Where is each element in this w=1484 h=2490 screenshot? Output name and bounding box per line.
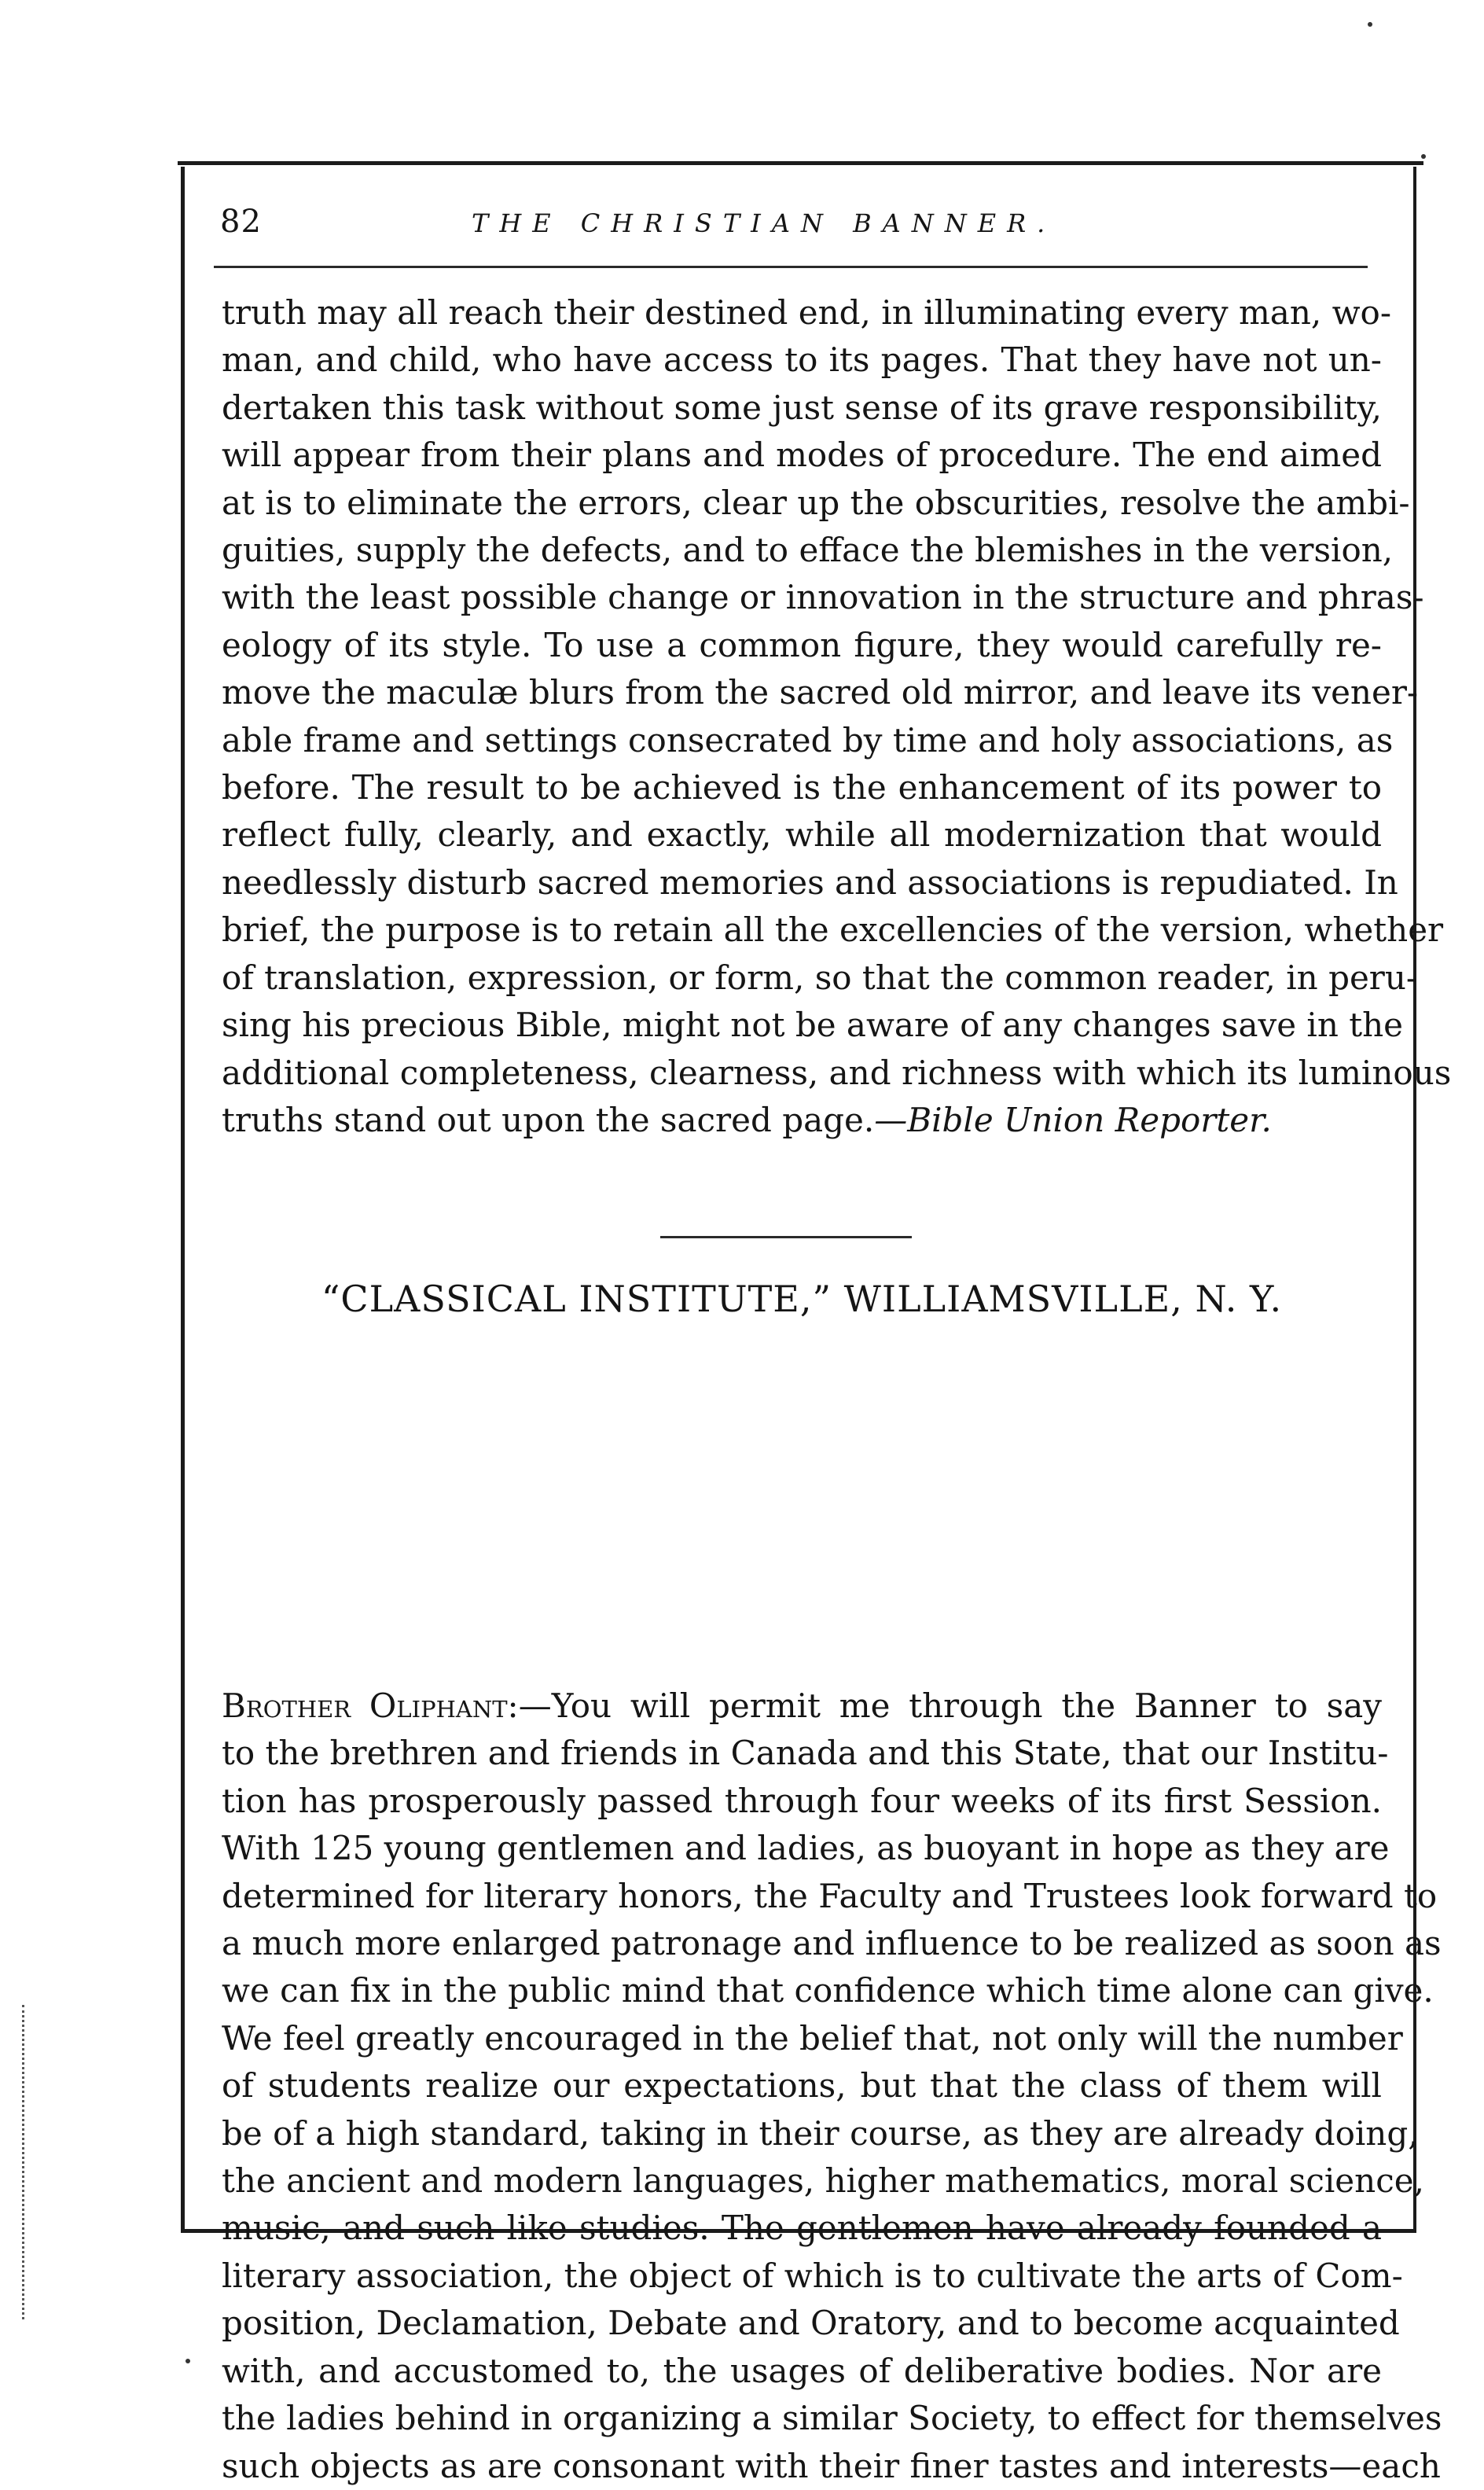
text-line: needlessly disturb sacred memories and associations is repudiated. In — [222, 862, 1398, 902]
text-line-last — [222, 1097, 1382, 1144]
text-line: to the brethren and friends in Canada and this State, that our Institu- — [222, 1734, 1389, 1773]
page-header — [220, 203, 1399, 250]
text-line: With 125 young gentlemen and ladies, as buoyant in hope as they are — [222, 1829, 1390, 1868]
article-classical-institute — [222, 1683, 1442, 2490]
page-number: 82 — [220, 204, 262, 240]
text-line: able frame and settings consecrated by time and holy associations, as — [222, 720, 1394, 760]
scan-speck — [186, 2359, 190, 2363]
source-attribution: —Bible Union Reporter. — [874, 1100, 1272, 1139]
text-line: guities, supply the defects, and to efface the blemishes in the version, — [222, 531, 1394, 570]
scan-speck — [1368, 22, 1372, 27]
section-divider — [660, 1236, 912, 1238]
text-line: with, and accustomed to, the usages of deliberative bodies. Nor are — [222, 2351, 1382, 2390]
text-line: determined for literary honors, the Faculty and Trustees look forward to — [222, 1876, 1438, 1915]
text-line: of students realize our expectations, but that the class of them will — [222, 2066, 1382, 2106]
scan-speck — [1421, 154, 1426, 159]
text-line: music, and such like studies. The gentlemen have already founded a — [222, 2209, 1382, 2248]
last-line-text: truths stand out upon the sacred page. — [222, 1100, 875, 1139]
text-line: brief, the purpose is to retain all the excellencies of the version, whether — [222, 910, 1444, 950]
text-line: eology of its style. To use a common figure, they would carefully re- — [222, 625, 1382, 664]
text-line: reflect fully, clearly, and exactly, while all modernization that would — [222, 815, 1382, 855]
text-line: position, Declamation, Debate and Oratory, and to become acquainted — [222, 2304, 1400, 2343]
text-line: We feel greatly encouraged in the belief that, not only will the number — [222, 2018, 1403, 2058]
text-line: dertaken this task without some just sense of its grave responsibility, — [222, 388, 1382, 427]
text-line: sing his precious Bible, might not be aware of any changes save in the — [222, 1006, 1404, 1045]
text-line: before. The result to be achieved is the enhancement of its power to — [222, 768, 1382, 807]
text-line: additional completeness, clearness, and richness with which its luminous — [222, 1053, 1452, 1092]
first-line-rest: :—You will permit me through the Banner to say — [507, 1686, 1383, 1725]
text-line: such objects as are consonant with their finer tastes and interests—each — [222, 2446, 1441, 2485]
text-line: truth may all reach their destined end, in illuminating every man, wo- — [222, 293, 1392, 332]
text-line: of translation, expression, or form, so that the common reader, in peru- — [222, 958, 1418, 997]
running-title: THE CHRISTIAN BANNER. — [472, 208, 1056, 238]
text-line: at is to eliminate the errors, clear up the obscurities, resolve the ambi- — [222, 483, 1410, 522]
text-line: tion has prosperously passed through four weeks of its first Session. — [222, 1781, 1382, 1820]
text-line: will appear from their plans and modes of procedure. The end aimed — [222, 436, 1382, 475]
section-heading: “CLASSICAL INSTITUTE,” WILLIAMSVILLE, N. Y. — [321, 1278, 1283, 1320]
text-line: the ladies behind in organizing a similar Society, to effect for themselves — [222, 2399, 1442, 2438]
text-line: move the maculæ blurs from the sacred old mirror, and leave its vener- — [222, 673, 1419, 712]
scan-margin-artifact — [22, 2005, 31, 2319]
text-line: a much more enlarged patronage and influence to be realized as soon as — [222, 1924, 1442, 1963]
header-rule — [214, 266, 1368, 268]
text-line: we can fix in the public mind that confidence which time alone can give. — [222, 1971, 1434, 2010]
text-line: the ancient and modern languages, higher mathematics, moral science, — [222, 2161, 1424, 2201]
text-line: man, and child, who have access to its pages. That they have not un- — [222, 340, 1382, 380]
top-border-rule — [178, 161, 1423, 165]
text-line-first — [222, 1683, 1382, 1730]
text-line: be of a high standard, taking in their course, as they are already doing, — [222, 2113, 1419, 2153]
text-line: literary association, the object of which is to cultivate the arts of Com- — [222, 2256, 1403, 2295]
text-line: with the least possible change or innovation in the structure and phras- — [222, 578, 1424, 617]
salutation: Brother Oliphant — [222, 1686, 508, 1725]
article-bible-union — [222, 289, 1452, 1144]
